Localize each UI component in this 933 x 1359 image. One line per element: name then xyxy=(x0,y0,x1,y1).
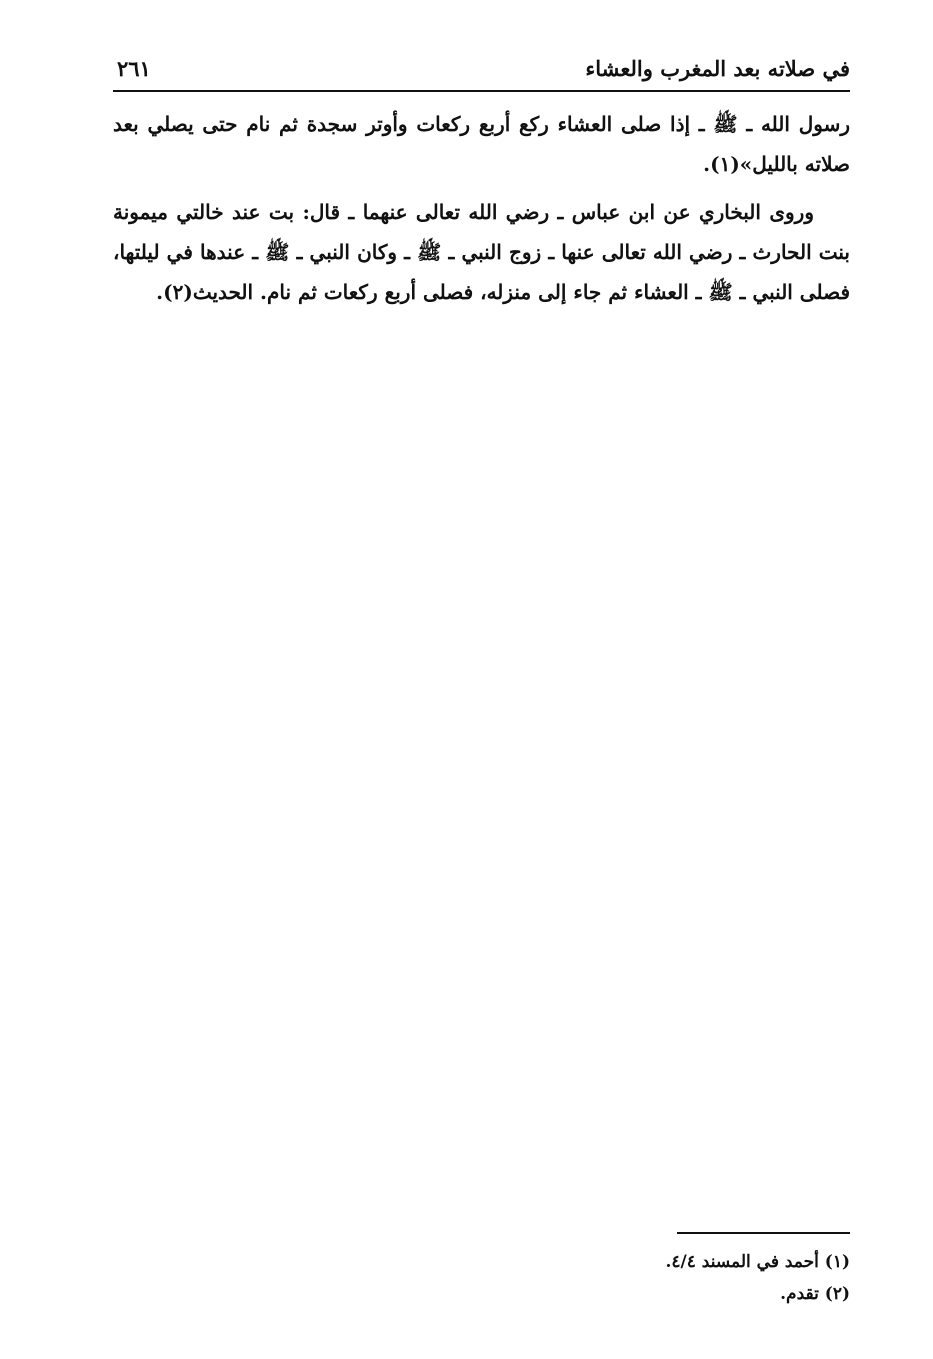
paragraph: وروى البخاري عن ابن عباس ـ رضي الله تعالى عنهما ـ قال: بت عند خالتي ميمونة بنت الحارث ـ رضي الله تعالى عنها ـ زوج النبي ـ ﷺ ـ وكان النبي ـ ﷺ ـ عندها في ليلتها، فصلى النبي ـ ﷺ ـ العشاء ثم جاء إلى منزله، فصلى أربع ركعات ثم نام. الحديث(٢). xyxy=(113,200,850,304)
running-title: في صلاته بعد المغرب والعشاء xyxy=(585,56,850,81)
page-number: ٢٦١ xyxy=(117,56,151,81)
header-divider xyxy=(113,90,850,92)
page-header xyxy=(113,56,850,88)
footnote-divider xyxy=(677,1232,850,1234)
footnote-1: (١) أحمد في المسند ٤/٤. xyxy=(665,1252,850,1272)
paragraph: رسول الله ـ ﷺ ـ إذا صلى العشاء ركع أربع ركعات وأوتر سجدة ثم نام حتى يصلي بعد صلاته بالليل»(١). xyxy=(113,112,850,176)
footnote-2: (٢) تقدم. xyxy=(780,1284,850,1304)
footnotes xyxy=(500,1246,850,1310)
main-text xyxy=(113,104,850,320)
